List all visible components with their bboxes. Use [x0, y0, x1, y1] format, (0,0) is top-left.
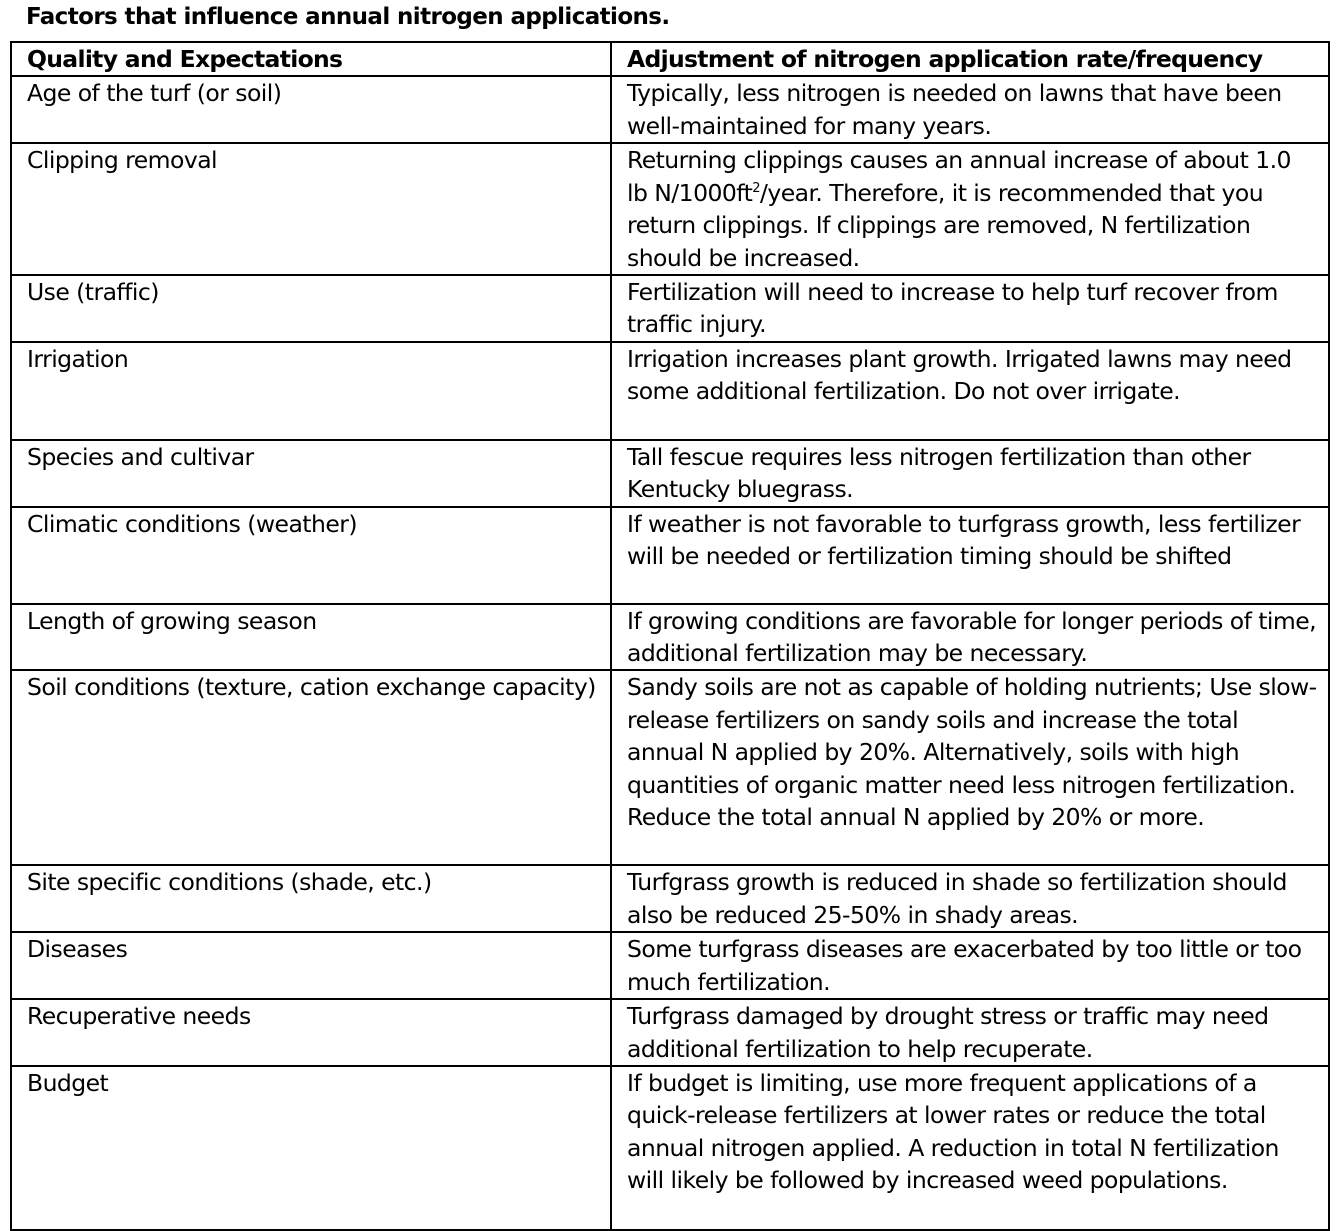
- adjustment-cell: Turfgrass growth is reduced in shade so fertilization should also be reduced 25-50% in shady areas.: [611, 865, 1329, 932]
- factor-cell: Site specific conditions (shade, etc.): [11, 865, 611, 932]
- adjustment-cell: Turfgrass damaged by drought stress or traffic may need additional fertilization to help recuperate.: [611, 999, 1329, 1066]
- adjustment-cell: [611, 143, 1329, 275]
- factor-cell: Length of growing season: [11, 604, 611, 671]
- table-row: [11, 865, 1329, 932]
- table-row: [11, 1066, 1329, 1230]
- factor-cell: Species and cultivar: [11, 440, 611, 507]
- factor-cell: Diseases: [11, 932, 611, 999]
- factor-cell: Recuperative needs: [11, 999, 611, 1066]
- table-row: [11, 76, 1329, 143]
- table-row: [11, 932, 1329, 999]
- factor-cell: Climatic conditions (weather): [11, 507, 611, 604]
- table-row: [11, 342, 1329, 440]
- adjustment-cell: If growing conditions are favorable for longer periods of time, additional fertilization may be necessary.: [611, 604, 1329, 671]
- table-row: [11, 670, 1329, 865]
- adjustment-cell: Sandy soils are not as capable of holding nutrients; Use slow-release fertilizers on sandy soils and increase the total annual N applied by 20%. Alternatively, soils with high quantities of organic matter need less nitrogen fertilization. Reduce the total annual N applied by 20% or more.: [611, 670, 1329, 865]
- factor-cell: Soil conditions (texture, cation exchange capacity): [11, 670, 611, 865]
- superscript-exponent: 2: [752, 180, 760, 196]
- factor-cell: Age of the turf (or soil): [11, 76, 611, 143]
- column-header-quality: Quality and Expectations: [11, 42, 611, 76]
- adjustment-cell: Some turfgrass diseases are exacerbated by too little or too much fertilization.: [611, 932, 1329, 999]
- factor-cell: Use (traffic): [11, 275, 611, 342]
- adjustment-cell: Fertilization will need to increase to help turf recover from traffic injury.: [611, 275, 1329, 342]
- table-row: [11, 604, 1329, 671]
- factor-cell: Irrigation: [11, 342, 611, 440]
- table-header-row: [11, 42, 1329, 76]
- factor-cell: Clipping removal: [11, 143, 611, 275]
- adjustment-cell: Tall fescue requires less nitrogen fertilization than other Kentucky bluegrass.: [611, 440, 1329, 507]
- adjustment-cell: Typically, less nitrogen is needed on lawns that have been well-maintained for many years.: [611, 76, 1329, 143]
- column-header-adjustment: Adjustment of nitrogen application rate/frequency: [611, 42, 1329, 76]
- adjustment-cell: Irrigation increases plant growth. Irrigated lawns may need some additional fertilization. Do not over irrigate.: [611, 342, 1329, 440]
- factor-cell: Budget: [11, 1066, 611, 1230]
- table-row: [11, 999, 1329, 1066]
- adjustment-cell: If budget is limiting, use more frequent applications of a quick-release fertilizers at lower rates or reduce the total annual nitrogen applied. A reduction in total N fertilization will likely be followed by increased weed populations.: [611, 1066, 1329, 1230]
- table-row: [11, 275, 1329, 342]
- document-title: Factors that influence annual nitrogen applications.: [26, 4, 670, 30]
- adjustment-cell: If weather is not favorable to turfgrass growth, less fertilizer will be needed or fertilization timing should be shifted: [611, 507, 1329, 604]
- table-row: [11, 143, 1329, 275]
- adjustment-text-pre: Returning clippings causes an annual increase of about 1.0 lb N/1000ft: [627, 146, 1291, 207]
- table-row: [11, 440, 1329, 507]
- table-row: [11, 507, 1329, 604]
- nitrogen-factors-table: [10, 41, 1330, 1231]
- adjustment-text-post: /year. Therefore, it is recommended that you return clippings. If clippings are removed, N fertilization should be increased.: [627, 178, 1264, 272]
